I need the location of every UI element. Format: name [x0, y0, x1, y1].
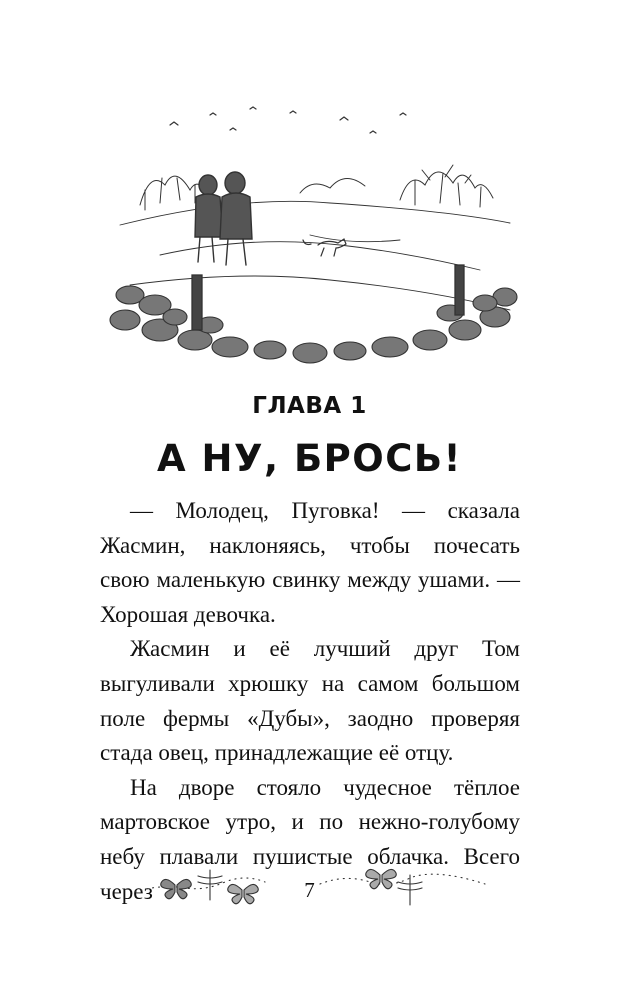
paragraph: — Молодец, Пуговка! — сказала Жасмин, наклоняясь, чтобы почесать свою маленькую свинку между ушами. — Хорошая девочка. [100, 498, 520, 627]
dog-icon [303, 239, 346, 256]
chapter-title: А НУ, БРОСЬ! [157, 437, 462, 480]
paragraph: Жасмин и её лучший друг Том выгуливали хрюшку на самом большом поле фермы «Дубы», заодно проверяя стада овец, принадлежащие её отцу. [100, 636, 520, 766]
chapter-label: ГЛАВА 1 [252, 393, 367, 419]
paragraph: На дворе стояло чудесное тёплое мартовское утро, и по нежно-голубому небу плавали пушистые облачка. Всего через [100, 774, 520, 904]
chapter-text [100, 494, 520, 909]
page-number: 7 [304, 878, 315, 902]
birds-icon [170, 107, 406, 133]
field-illustration [100, 85, 520, 370]
fence-post-icon [192, 265, 464, 330]
trees-icon [140, 165, 493, 210]
children-figures-icon [195, 172, 252, 265]
